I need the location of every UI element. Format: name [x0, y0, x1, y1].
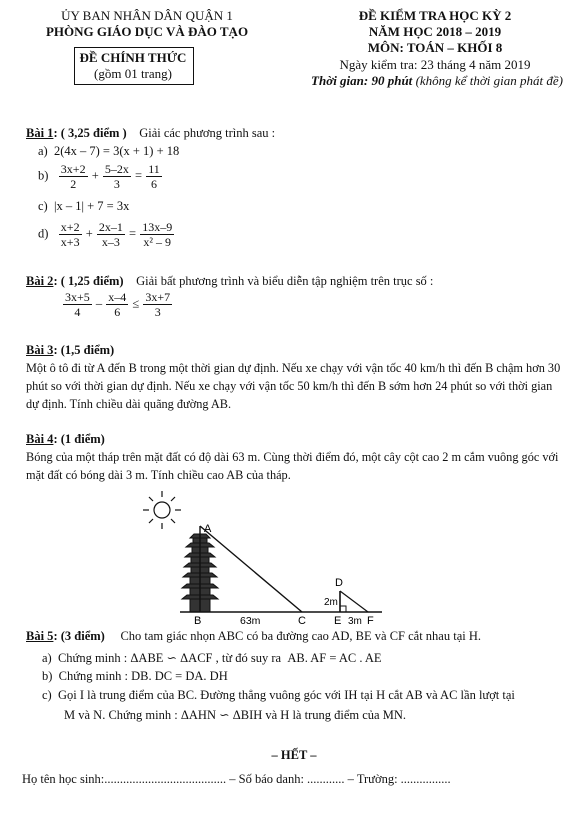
numerator: 5–2x — [104, 162, 129, 176]
bai1-b-frac1 — [59, 163, 88, 190]
denominator: x–3 — [101, 235, 120, 249]
bai2-frac3 — [143, 291, 172, 318]
bai1-d-label: d) — [38, 226, 49, 241]
numerator: 3x+2 — [60, 162, 86, 176]
exam-date: Ngày kiểm tra: 23 tháng 4 năm 2019 — [339, 57, 531, 72]
label-63m: 63m — [240, 615, 261, 627]
bai1-a — [38, 144, 179, 159]
bai5-c-text: Gọi I là trung điểm của BC. Đường thẳng vuông góc với IH tại H cắt AB và AC lần lượt tại — [57, 688, 515, 702]
relation: ≤ — [132, 296, 140, 311]
denominator: 3 — [154, 305, 161, 319]
label-e: E — [334, 615, 342, 627]
numerator: 3x+7 — [145, 290, 171, 304]
pages-note: (gồm 01 trang) — [94, 66, 172, 81]
bai1-b-label: b) — [38, 168, 49, 183]
sun-icon — [143, 491, 181, 529]
bai3-text: Một ô tô đi từ A đến B trong một thời gian dự định. Nếu xe chạy với vận tốc 40 km/h thì đến B chậm hơn 30 phút so với thời gian dự định. Nếu xe chạy với vận tốc 50 km/h thì đến B sớm hơn 24 phút so với thời gian dự định. Tính chiều dài quãng đường AB. — [26, 361, 561, 411]
bai3-points: : (1,5 điểm) — [53, 343, 115, 357]
bai5-a-text: Chứng minh : ΔABE ∽ ΔACF , từ đó suy ra — [57, 651, 282, 665]
bai5-points: : (3 điểm) — [53, 629, 105, 643]
denominator: 6 — [150, 177, 157, 191]
numerator: 3x+5 — [65, 290, 90, 304]
numerator: 11 — [148, 162, 160, 176]
time-note: (không kể thời gian phát đề) — [415, 73, 563, 88]
right-angle-mark — [340, 606, 346, 612]
bai2-heading — [26, 274, 433, 289]
numerator: 13x–9 — [142, 220, 173, 234]
bai4-label: Bài 4 — [26, 432, 54, 446]
bai1-heading — [26, 126, 275, 141]
bai1-b-frac3 — [146, 163, 162, 190]
segment-df — [340, 591, 368, 612]
tower-shadow-figure — [120, 486, 390, 628]
official-label: ĐỀ CHÍNH THỨC — [79, 50, 187, 65]
denominator: 3 — [113, 177, 120, 191]
denominator: 6 — [114, 305, 121, 319]
exam-title: ĐỀ KIỂM TRA HỌC KỲ 2 — [358, 8, 512, 23]
bai1-c-eq: |x – 1| + 7 = 3x — [53, 199, 130, 213]
bai2-frac1 — [63, 291, 92, 318]
label-3m: 3m — [348, 616, 362, 627]
time-label: Thời gian: 90 phút — [311, 73, 413, 88]
numerator: x–4 — [108, 290, 127, 304]
bai5-c-cont: M và N. Chứng minh : ΔAHN ∽ ΔBIH và H là trung điểm của MN. — [64, 708, 406, 722]
numerator: 2x–1 — [98, 220, 123, 234]
bai1-points: : ( 3,25 điểm ) — [53, 126, 127, 140]
denominator: 4 — [74, 305, 81, 319]
bai3-heading — [26, 343, 114, 358]
district-name: ỦY BAN NHÂN DÂN QUẬN 1 — [61, 8, 233, 23]
numerator: x+2 — [60, 220, 80, 234]
bai5-a-label: a) — [42, 651, 52, 665]
bai5-b — [42, 669, 228, 684]
bai4-text: Bóng của một tháp trên mặt đất có độ dài 63 m. Cùng thời điểm đó, một cây cột cao 2 m cắm vuông góc với mặt đất có bóng dài 3 m. Tính chiều cao AB của tháp. — [26, 450, 559, 482]
bai5-a-result: AB. AF = AC . AE — [287, 651, 382, 665]
operator: + — [85, 226, 93, 241]
bai1-c — [38, 199, 129, 214]
bai1-d-frac1 — [59, 221, 82, 248]
bai5-heading — [26, 629, 481, 644]
exam-time — [292, 73, 582, 89]
subject: MÔN: TOÁN – KHỐI 8 — [367, 40, 503, 55]
end-marker: – HẾT – — [271, 748, 317, 762]
school-year: NĂM HỌC 2018 – 2019 — [368, 24, 502, 39]
bai4-points: : (1 điểm) — [53, 432, 105, 446]
bai1-d — [38, 221, 175, 248]
bai1-d-frac3 — [140, 221, 174, 248]
label-b: B — [194, 615, 202, 627]
bai5-b-text: Chứng minh : DB. DC = DA. DH — [58, 669, 228, 683]
bai4-heading — [26, 432, 105, 447]
denominator: 2 — [70, 177, 77, 191]
bai2-frac2 — [106, 291, 128, 318]
equals: = — [135, 168, 143, 183]
bai1-a-eq: 2(4x – 7) = 3(x + 1) + 18 — [53, 144, 180, 158]
label-a: A — [204, 523, 212, 535]
label-d: D — [335, 577, 343, 589]
bai5-label: Bài 5 — [26, 629, 54, 643]
bai2-label: Bài 2 — [26, 274, 54, 288]
bai2-prompt: Giải bất phương trình và biểu diễn tập nghiệm trên trục số : — [136, 274, 434, 288]
denominator: x+3 — [60, 235, 80, 249]
bai1-b — [38, 163, 163, 190]
bai1-prompt: Giải các phương trình sau : — [139, 126, 276, 140]
bai1-a-label: a) — [38, 144, 48, 158]
operator: + — [91, 168, 99, 183]
bai1-d-frac2 — [97, 221, 125, 248]
operator: – — [95, 296, 103, 311]
department-name: PHÒNG GIÁO DỤC VÀ ĐÀO TẠO — [45, 24, 249, 39]
bai5-prompt: Cho tam giác nhọn ABC có ba đường cao AD, BE và CF cắt nhau tại H. — [120, 629, 481, 643]
bai5-c-label: c) — [42, 688, 52, 702]
bai2-points: : ( 1,25 điểm) — [53, 274, 124, 288]
bai1-label: Bài 1 — [26, 126, 54, 140]
label-f: F — [367, 615, 374, 627]
label-c: C — [298, 615, 306, 627]
denominator: x² – 9 — [143, 235, 171, 249]
student-info-line: Họ tên học sinh:....................................... – Số báo danh: ............ – Trường: ................ — [22, 772, 451, 786]
bai5-a — [42, 650, 382, 666]
bai1-b-frac2 — [103, 163, 131, 190]
equals: = — [129, 226, 137, 241]
bai5-b-label: b) — [42, 669, 53, 683]
bai5-c — [42, 688, 515, 703]
bai3-label: Bài 3 — [26, 343, 54, 357]
bai1-c-label: c) — [38, 199, 48, 213]
label-2m: 2m — [324, 597, 338, 608]
bai2-inequality — [62, 291, 173, 318]
